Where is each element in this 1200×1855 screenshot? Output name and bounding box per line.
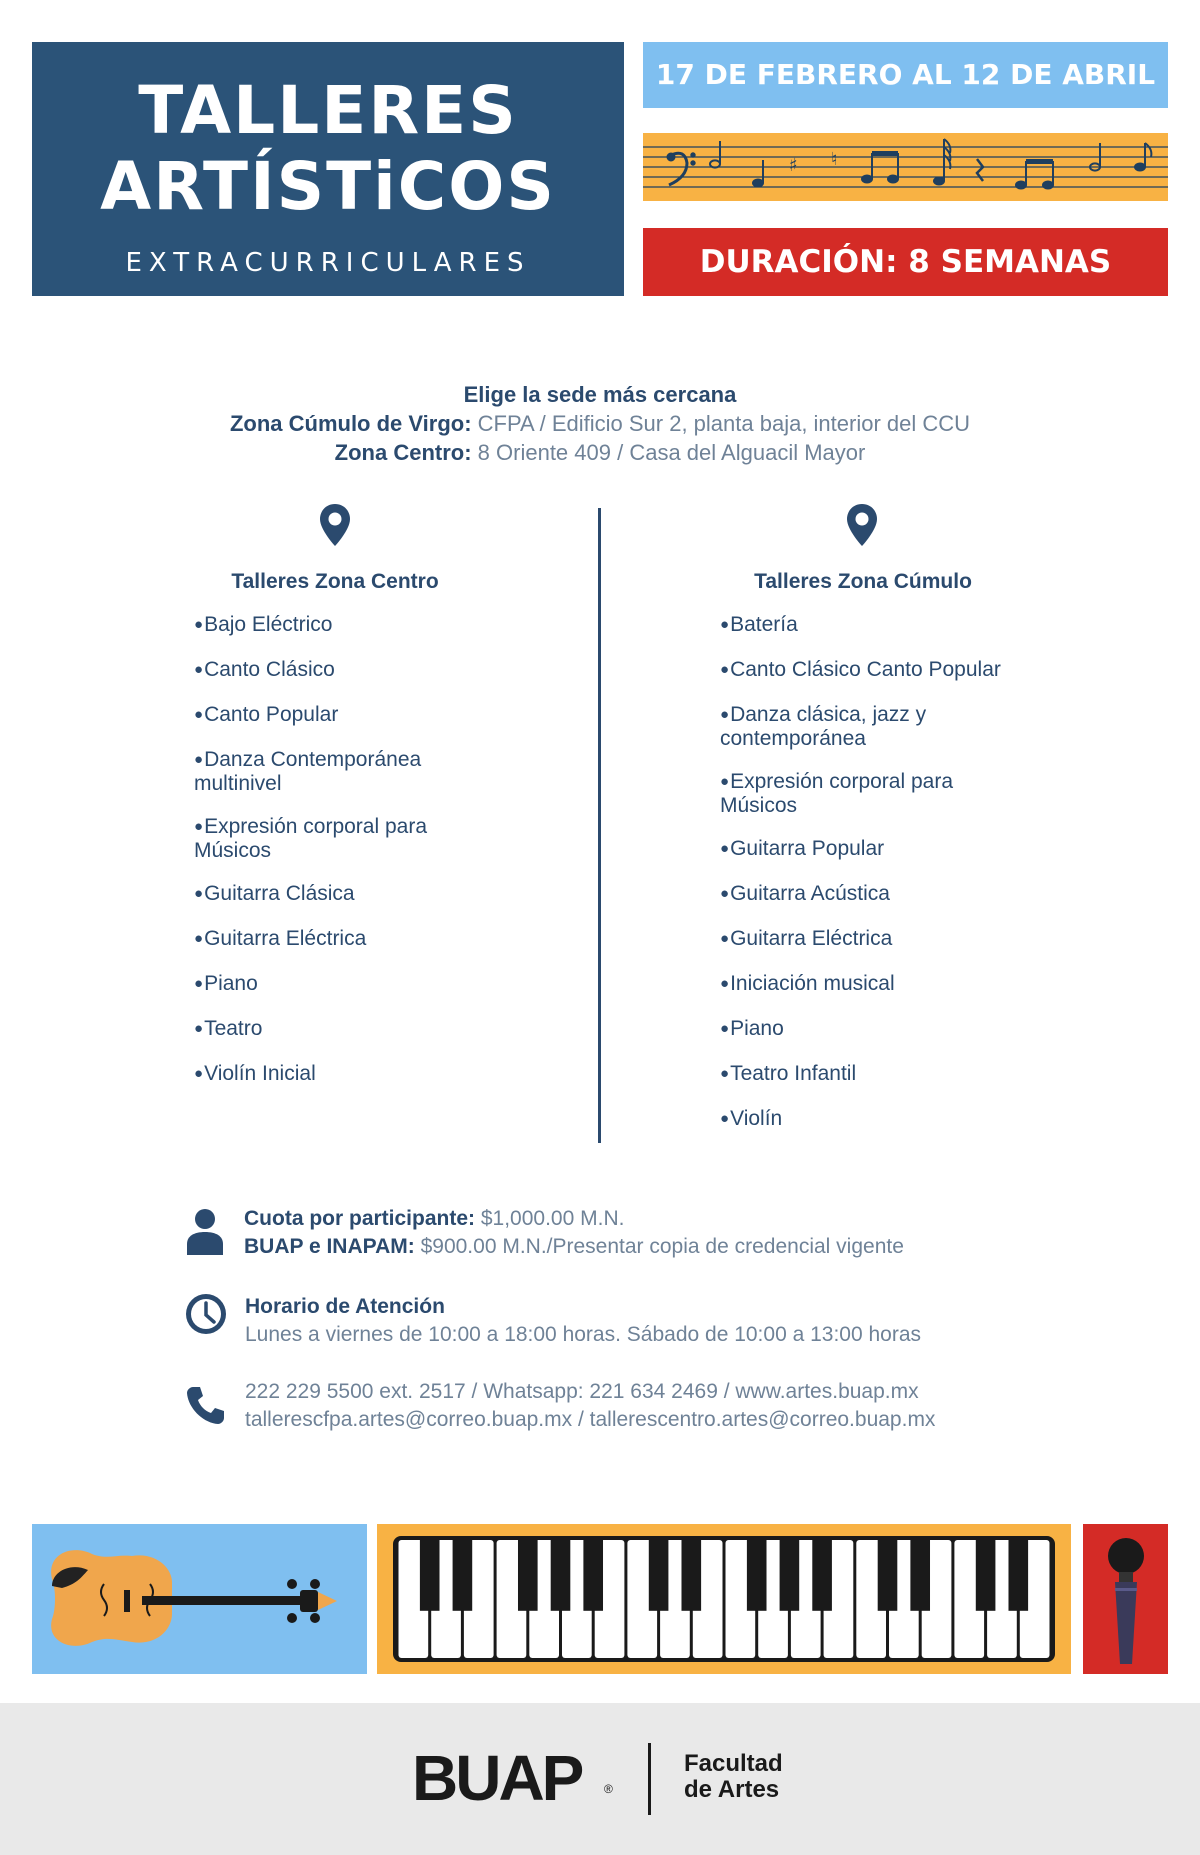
music-staff-icon [643, 133, 1168, 201]
centro-title: Talleres Zona Centro [231, 570, 439, 593]
column-divider [598, 508, 601, 1143]
date-banner: 17 DE FEBRERO AL 12 DE ABRIL [643, 42, 1168, 108]
workshop-item: ● Expresión corporal para Músicos [194, 816, 494, 862]
workshop-item: ● Guitarra Eléctrica [194, 928, 494, 952]
title-subtitle: EXTRACURRICULARES [125, 248, 531, 278]
fee-discount-label: BUAP e INAPAM: [244, 1235, 415, 1258]
music-staff-banner [643, 133, 1168, 201]
sede-zone-label: Zona Centro: [334, 440, 472, 465]
phone-icon [185, 1384, 227, 1426]
sede-info [0, 380, 1200, 467]
location-pin-icon [845, 502, 879, 548]
registered-mark: ® [604, 1782, 613, 1796]
workshop-item: ● Expresión corporal para Músicos [720, 771, 1020, 817]
contact-info [245, 1378, 935, 1434]
title-line-1: TALLERES [138, 72, 518, 149]
microphone-icon [1083, 1524, 1168, 1674]
title-line-2: ARTÍSTiCOS [100, 148, 556, 225]
fees-info [244, 1205, 904, 1261]
svg-text:♮: ♮ [831, 149, 838, 170]
fee-label: Cuota por participante: [244, 1207, 476, 1230]
location-pin-icon [318, 502, 352, 548]
buap-logo: BUAP [412, 1742, 582, 1814]
workshop-item: ● Guitarra Eléctrica [720, 928, 1020, 952]
sede-zone-label: Zona Cúmulo de Virgo: [229, 411, 472, 436]
workshop-item: ● Canto Clásico Canto Popular [720, 659, 1020, 683]
hours-info [245, 1293, 921, 1349]
workshop-item: ● Piano [194, 973, 494, 997]
clock-icon [185, 1293, 227, 1335]
duration-banner: DURACIÓN: 8 SEMANAS [643, 228, 1168, 296]
workshop-item: ● Batería [720, 614, 1020, 638]
hours-value: Lunes a viernes de 10:00 a 18:00 horas. Sábado de 10:00 a 13:00 horas [245, 1323, 922, 1346]
microphone-panel [1083, 1524, 1168, 1674]
workshop-item: ● Guitarra Acústica [720, 883, 1020, 907]
cumulo-title: Talleres Zona Cúmulo [754, 570, 972, 593]
workshop-item: ● Violín Inicial [194, 1063, 494, 1087]
workshop-item: ● Teatro Infantil [720, 1063, 1020, 1087]
workshop-item: ● Canto Popular [194, 704, 494, 728]
workshop-item: ● Danza clásica, jazz y contemporánea [720, 704, 1020, 750]
workshop-item: ● Piano [720, 1018, 1020, 1042]
violin-icon [32, 1524, 367, 1674]
violin-panel [32, 1524, 367, 1674]
workshop-item: ● Teatro [194, 1018, 494, 1042]
faculty-line-1: Facultad [684, 1750, 783, 1777]
piano-keyboard-icon [377, 1524, 1071, 1674]
sede-zone-value: 8 Oriente 409 / Casa del Alguacil Mayor [477, 440, 866, 465]
hours-label: Horario de Atención [245, 1295, 445, 1318]
sede-zone-cumulo [0, 409, 1200, 438]
sede-heading: Elige la sede más cercana [463, 382, 737, 407]
workshop-item: ● Guitarra Popular [720, 838, 1020, 862]
faculty-name [684, 1751, 783, 1803]
fee-discount-value: $900.00 M.N./Presentar copia de credencial vigente [420, 1235, 904, 1258]
workshop-item: ● Canto Clásico [194, 659, 494, 683]
faculty-line-2: de Artes [684, 1776, 780, 1803]
workshop-item: ● Iniciación musical [720, 973, 1020, 997]
workshop-item: ● Guitarra Clásica [194, 883, 494, 907]
workshop-item: ● Violín [720, 1108, 1020, 1132]
contact-line-1: 222 229 5500 ext. 2517 / Whatsapp: 221 634 2469 / www.artes.buap.mx [245, 1380, 919, 1403]
title-block [32, 42, 624, 296]
sede-zone-value: CFPA / Edificio Sur 2, planta baja, interior del CCU [477, 411, 971, 436]
fee-value: $1,000.00 M.N. [480, 1207, 625, 1230]
centro-workshop-list [194, 614, 494, 1108]
contact-line-2: tallerescfpa.artes@correo.buap.mx / tallerescentro.artes@correo.buap.mx [245, 1408, 936, 1431]
footer-divider [648, 1743, 651, 1815]
footer [0, 1703, 1200, 1855]
svg-text:♯: ♯ [789, 155, 798, 176]
sede-zone-centro [0, 438, 1200, 467]
cumulo-workshop-list [720, 614, 1020, 1153]
piano-panel [377, 1524, 1071, 1674]
workshop-item: ● Bajo Eléctrico [194, 614, 494, 638]
workshop-item: ● Danza Contemporánea multinivel [194, 749, 494, 795]
person-icon [185, 1208, 225, 1255]
